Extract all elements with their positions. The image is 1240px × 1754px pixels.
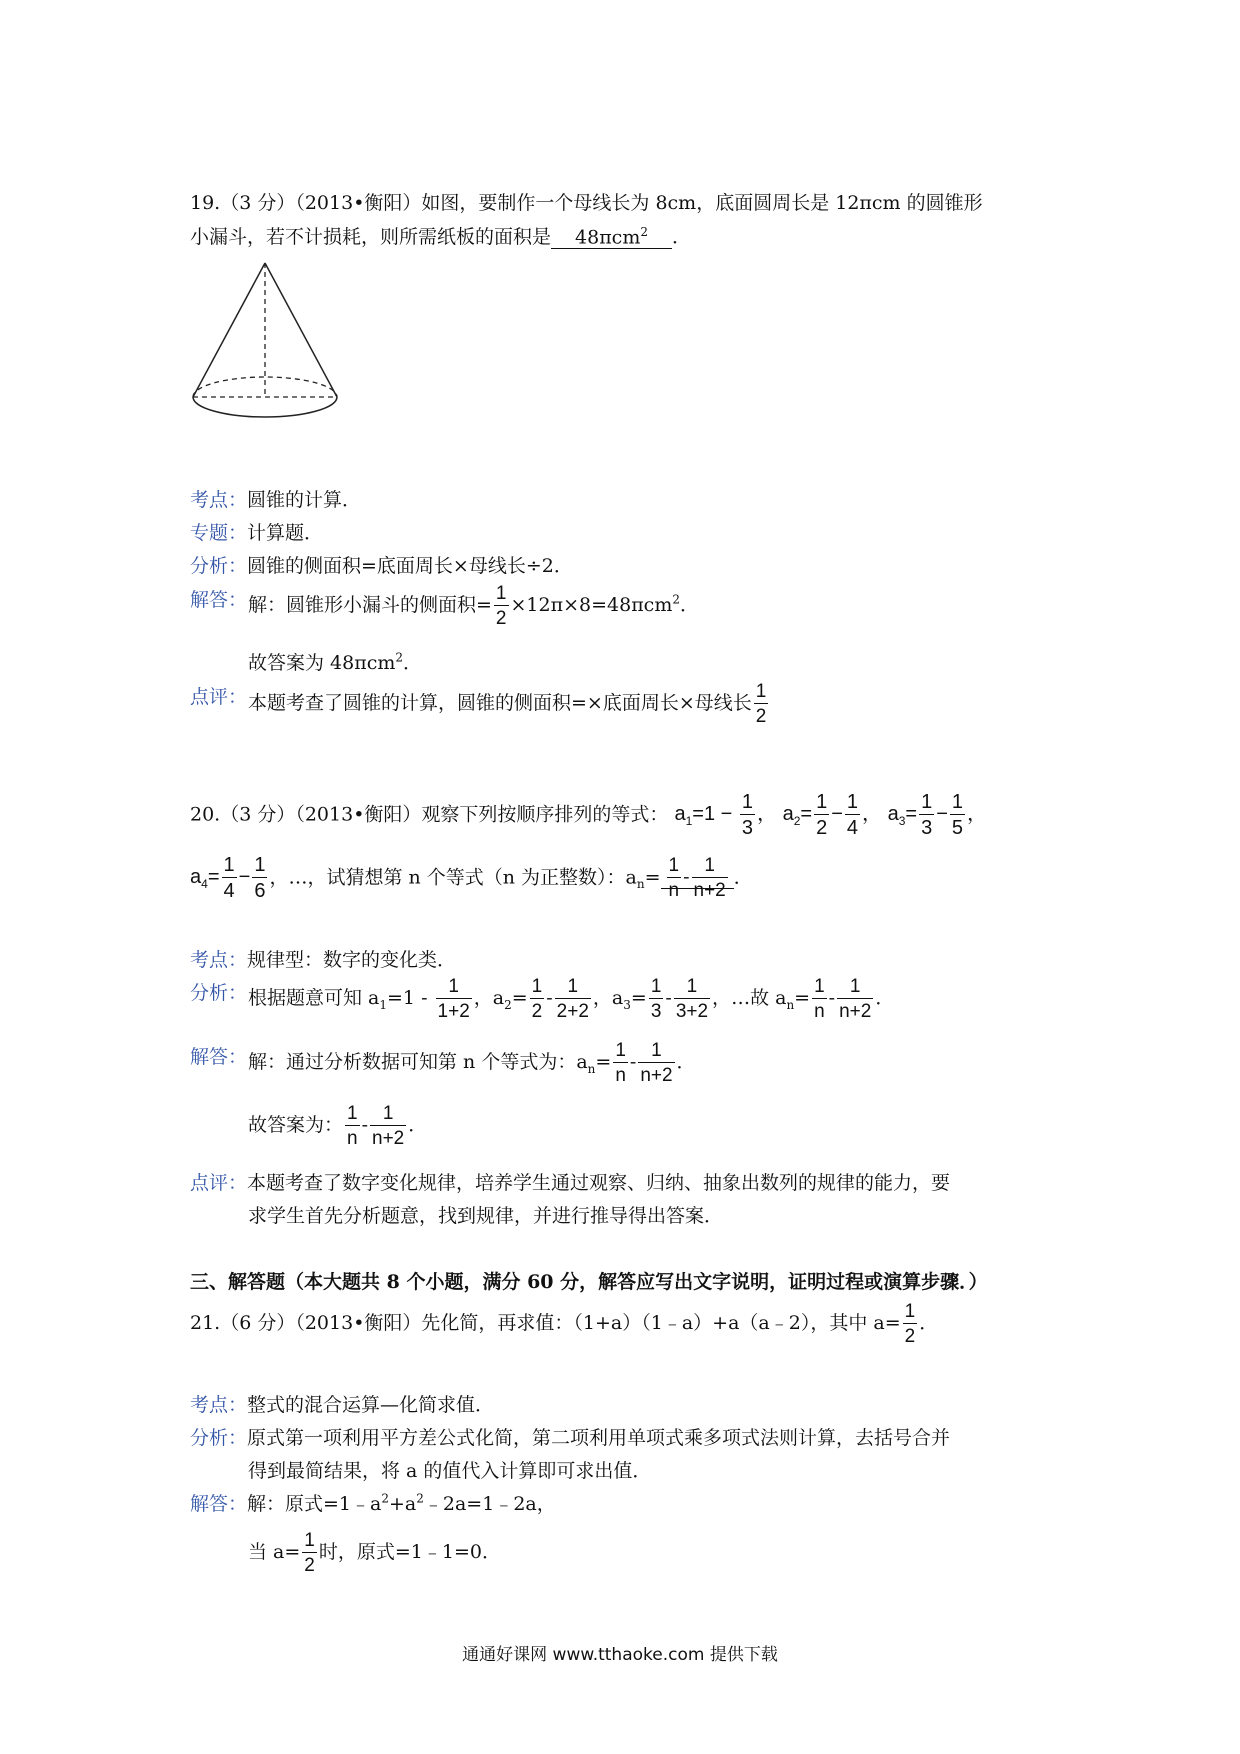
frac-num: 1 (615, 1040, 626, 1061)
fraction (649, 977, 664, 1021)
q20-dianping-2: 求学生首先分析题意，找到规律，并进行推导得出答案． (248, 1205, 724, 1227)
frac-num: 1 (638, 1041, 674, 1063)
sup: 2 (416, 1491, 424, 1506)
frac-num: 1 (741, 791, 753, 813)
frac-den: n (615, 1065, 626, 1086)
fraction (903, 1302, 918, 1346)
q19-dianping-label (190, 682, 247, 709)
fraction (370, 1104, 406, 1148)
frac-den: 4 (223, 880, 235, 902)
kaodian-text: 圆锥的计算． (247, 489, 362, 511)
frac-den: 2 (531, 1001, 543, 1022)
jieda-text2: ×12π×8=48πcm (510, 594, 673, 616)
fraction (613, 1041, 628, 1085)
kaodian-label: 考点： (190, 1394, 248, 1416)
guda-text: 故答案为 48πcm (248, 652, 396, 674)
q21-line1: 21.（6 分）（2013•衡阳）先化简，再求值：（1+a）（1﹣a）+a（a﹣2），其中 a= $\frac{1}{2}$ ． (190, 1301, 939, 1347)
q21-jieda (190, 1489, 556, 1516)
frac-den: 6 (254, 880, 266, 902)
fenxi-label: 分析： (190, 982, 248, 1004)
fraction (845, 792, 860, 838)
jieda-text: +a (389, 1493, 417, 1515)
footer: 通通好课网 www.tthaoke.com 提供下载 (462, 1645, 778, 1665)
q19-answer: 48πcm (575, 226, 641, 248)
dang-text: 时，原式=1﹣1=0． (318, 1541, 501, 1563)
q19-fenxi (190, 551, 573, 578)
a3: a (887, 803, 899, 826)
guda-text: 故答案为： (248, 1114, 344, 1136)
fenxi-text: 根据题意可知 a (248, 987, 380, 1009)
fenxi-text: a (611, 987, 624, 1009)
q20-fenxi: 根据题意可知 $a_1=1$ - $\frac{1}{1+2}$ ，$a_2=$ $\frac{1}{2}$ - $\frac{1}{2+2}$ ，$a_3=$ $\frac{1}{3}$ - $\frac{1}{3+2}$ ，…故 $a_n=$ $\frac{1}{n}$ - $\frac{1}{n+2}$ ． (248, 976, 895, 1022)
frac-num: 1 (555, 977, 591, 999)
a1-rest: =1 − (692, 803, 738, 826)
fraction (345, 1104, 360, 1148)
kaodian-label: 考点： (190, 489, 248, 511)
fenxi-label: 分析： (190, 555, 248, 577)
frac-num: 1 (650, 976, 662, 997)
fraction (638, 1041, 674, 1085)
q21-dang (248, 1531, 501, 1575)
frac-num: 1 (837, 977, 873, 999)
frac-den: 3 (741, 817, 753, 839)
q19-kaodian (190, 485, 361, 512)
a1: a (674, 803, 686, 826)
fraction (302, 1531, 317, 1575)
jieda-label: 解答： (190, 1046, 248, 1068)
fraction (837, 977, 873, 1021)
fraction (530, 977, 545, 1021)
frac-den: 3 (921, 817, 933, 839)
fraction (754, 682, 769, 726)
q19-answer-blank (551, 225, 672, 249)
kaodian-text: 规律型：数字的变化类． (247, 949, 457, 971)
fraction (674, 977, 710, 1021)
jieda-text: 解：圆锥形小漏斗的侧面积= (248, 594, 492, 616)
q20-line2: $a_4=$ $\frac{1}{4}$ − $\frac{1}{6}$ ，…，试猜想第 n 个等式（n 为正整数）：$a_n=$ $\frac{1}{n}$ - $\frac{1}{n+2}$ ． (190, 854, 753, 902)
frac-num: 1 (304, 1530, 315, 1551)
q19-jieda (248, 584, 699, 628)
section-heading: 三、解答题（本大题共 8 个小题，满分 60 分，解答应写出文字说明，证明过程或演算步骤．） (190, 1271, 988, 1293)
jieda-label: 解答： (190, 589, 248, 611)
fraction (919, 792, 934, 838)
frac-num: 1 (254, 854, 266, 876)
q19-answer-sup: 2 (640, 224, 648, 239)
sub: 3 (623, 997, 631, 1012)
frac-num: 1 (814, 976, 825, 997)
q19-line2-end: ． (671, 226, 691, 248)
fraction (436, 977, 472, 1021)
frac-den: n+2 (839, 1001, 872, 1022)
fraction (812, 977, 827, 1021)
fenxi-text: …故 a (731, 987, 787, 1009)
jieda-sup: 2 (672, 592, 680, 607)
q19-line2-text: 小漏斗，若不计损耗，则所需纸板的面积是 (190, 226, 552, 248)
zhuanti-label: 专题： (190, 522, 248, 544)
frac-num: 1 (436, 977, 472, 999)
q19-zhuanti (190, 518, 323, 545)
frac-num: 1 (674, 977, 710, 999)
frac-num: 1 (668, 855, 680, 877)
fraction (692, 856, 728, 900)
frac-den: n+2 (640, 1065, 673, 1086)
q19-dianping (248, 682, 770, 726)
frac-num: 1 (370, 1104, 406, 1126)
sup: 2 (381, 1491, 389, 1506)
sub: 1 (379, 997, 388, 1012)
dianping-text: 本题考查了数字变化规律，培养学生通过观察、归纳、抽象出数列的规律的能力，要 (247, 1172, 951, 1194)
q21-text: 21.（6 分）（2013•衡阳）先化简，再求值：（1+a）（1﹣a）+a（a﹣2），其中 a= (190, 1312, 901, 1334)
q21-kaodian (190, 1390, 494, 1417)
frac-den: 2 (495, 608, 507, 629)
frac-den: 2 (304, 1555, 315, 1576)
sub: 2 (504, 997, 512, 1012)
frac-den: 2 (816, 817, 828, 839)
a1-sub: 1 (685, 814, 693, 829)
q20-guda: 故答案为： $\frac{1}{n}$ - $\frac{1}{n+2}$ ． (248, 1103, 428, 1149)
frac-num: 1 (347, 1103, 358, 1124)
frac-num: 1 (904, 1301, 916, 1322)
frac-den: 5 (951, 817, 963, 839)
frac-num: 1 (921, 791, 933, 813)
a3-sub: 3 (898, 814, 906, 829)
fraction (555, 977, 591, 1021)
frac-num: 1 (692, 856, 728, 878)
q19-guda (248, 648, 422, 675)
jieda-text: 解：原式=1﹣a (247, 1493, 382, 1515)
jieda-text: 解：通过分析数据可知第 n 个等式为：a (248, 1051, 588, 1073)
frac-den: n (347, 1128, 358, 1149)
frac-den: n+2 (693, 880, 726, 902)
a2: a (782, 803, 794, 826)
fraction (222, 855, 237, 901)
guda-end: ． (403, 652, 423, 674)
frac-den: n (668, 880, 680, 902)
q19-line1: 19.（3 分）（2013•衡阳）如图，要制作一个母线长为 8cm，底面圆周长是 12πcm 的圆锥形 (190, 192, 983, 214)
fraction (252, 855, 267, 901)
fraction (494, 584, 509, 628)
q20-dianping (190, 1168, 950, 1195)
fenxi-text: 原式第一项利用平方差公式化简，第二项利用单项式乘多项式法则计算，去括号合并 (247, 1427, 951, 1449)
fenxi-label: 分析： (190, 1427, 248, 1449)
fenxi-text: 圆锥的侧面积=底面周长×母线长÷2． (247, 555, 573, 577)
q20-jieda: 解：通过分析数据可知第 n 个等式为：$a_n=$ $\frac{1}{n}$ - $\frac{1}{n+2}$ ． (248, 1040, 696, 1086)
frac-den: 1+2 (437, 1001, 470, 1022)
frac-num: 1 (495, 583, 507, 604)
a4-sub: 4 (201, 877, 208, 892)
q21-fenxi-2: 得到最简结果，将 a 的值代入计算即可求出值． (248, 1460, 652, 1482)
frac-den: n+2 (372, 1128, 405, 1149)
frac-den: 2 (904, 1326, 916, 1347)
q20-text: 20.（3 分）（2013•衡阳）观察下列按顺序排列的等式： (190, 803, 669, 826)
frac-den: 4 (846, 817, 858, 839)
frac-num: 1 (755, 681, 767, 702)
cone-figure (185, 255, 345, 435)
q20-jieda-label (190, 1042, 247, 1069)
jieda-text: ﹣2a=1﹣2a， (423, 1493, 556, 1515)
fraction (667, 856, 682, 900)
frac-den: 2+2 (556, 1001, 589, 1022)
fraction (740, 792, 755, 838)
kaodian-label: 考点： (190, 949, 248, 971)
frac-num: 1 (846, 791, 858, 813)
frac-den: 3 (650, 1001, 662, 1022)
guda-sup: 2 (395, 650, 404, 665)
q20-kaodian (190, 945, 456, 972)
zhuanti-text: 计算题． (247, 522, 324, 544)
a2-sub: 2 (793, 814, 801, 829)
q19-jieda-label (190, 585, 247, 612)
frac-den: 2 (755, 706, 767, 727)
frac-num: 1 (223, 854, 235, 876)
kaodian-text: 整式的混合运算—化简求值． (247, 1394, 495, 1416)
frac-den: n (814, 1001, 825, 1022)
frac-num: 1 (951, 791, 963, 813)
q20-line2-text: ，…，试猜想第 n 个等式（n 为正整数）：a (269, 866, 637, 889)
q19-line2 (190, 222, 691, 249)
dianping-label: 点评： (190, 1172, 248, 1194)
jieda-label: 解答： (190, 1493, 248, 1515)
fenxi-text: a (492, 987, 505, 1009)
sub: n (587, 1061, 596, 1076)
frac-num: 1 (531, 976, 543, 997)
q20-fenxi-label (190, 978, 247, 1005)
q20-line1: 20.（3 分）（2013•衡阳）观察下列按顺序排列的等式： $a_1=1$ − $\frac{1}{3}$ ， $a_2=$ $\frac{1}{2}$ − $\frac{1}{4}$ ， $a_3=$ $\frac{1}{3}$ − $\frac{1}{5}$ ， (190, 791, 987, 839)
sub: n (786, 997, 795, 1012)
dang-text: 当 a= (248, 1541, 301, 1563)
q21-fenxi (190, 1423, 950, 1450)
dianping-label: 点评： (190, 686, 248, 708)
fraction (814, 792, 829, 838)
frac-den: 3+2 (675, 1001, 709, 1022)
a4: a (190, 866, 202, 889)
fraction (950, 792, 965, 838)
an-sub: n (636, 877, 645, 892)
q20-answer-blank: $\frac{1}{n}$ - $\frac{1}{n+2}$ (661, 866, 734, 889)
frac-num: 1 (816, 791, 828, 813)
jieda-end: ． (679, 594, 699, 616)
dianping-text: 本题考查了圆锥的计算，圆锥的侧面积=×底面周长×母线长 (248, 692, 752, 714)
fenxi-text: =1 - (387, 987, 434, 1009)
